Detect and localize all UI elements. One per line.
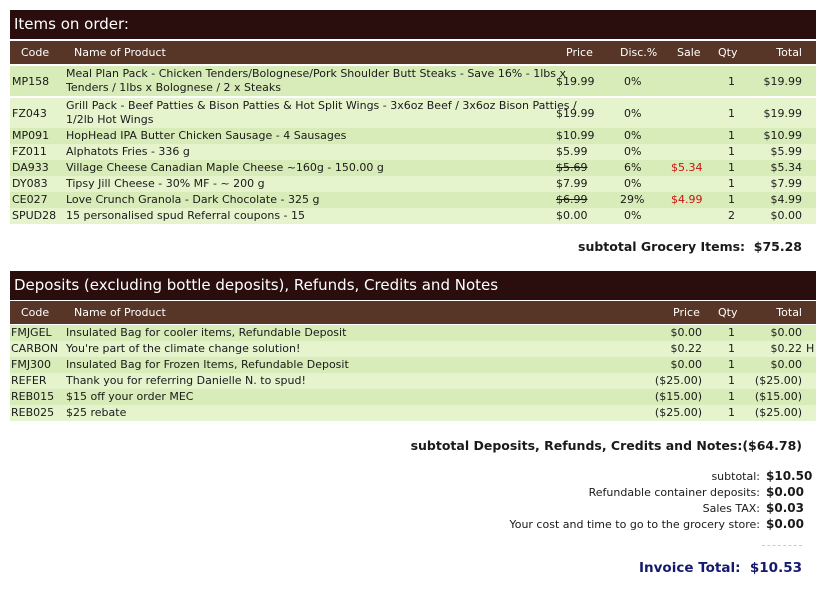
summary-sales-tax: Sales TAX: $0.03 xyxy=(702,501,804,515)
header-qty: Qty xyxy=(718,46,738,59)
item-total: $19.99 xyxy=(763,75,802,88)
item-qty: 1 xyxy=(728,129,735,142)
item-name: HopHead IPA Butter Chicken Sausage - 4 Sausages xyxy=(66,129,347,142)
deposit-qty: 1 xyxy=(728,358,735,371)
item-qty: 1 xyxy=(728,193,735,206)
header-name: Name of Product xyxy=(74,306,166,319)
header-total: Total xyxy=(776,46,802,59)
summary-container-deposits: Refundable container deposits: $0.00 xyxy=(588,485,804,499)
item-code: CE027 xyxy=(12,193,48,206)
table-row xyxy=(10,128,816,144)
deposit-price: ($15.00) xyxy=(654,390,702,403)
item-code: DA933 xyxy=(12,161,49,174)
item-disc: 0% xyxy=(624,75,642,88)
item-disc: 0% xyxy=(624,129,642,142)
summary-grocery-trip-cost: Your cost and time to go to the grocery store: $0.00 xyxy=(509,517,804,531)
deposit-code: REB025 xyxy=(11,406,55,419)
item-code: DY083 xyxy=(12,177,48,190)
table-row xyxy=(10,192,816,208)
deposit-code: REB015 xyxy=(11,390,55,403)
item-name: 15 personalised spud Referral coupons - 15 xyxy=(66,209,306,222)
table-row xyxy=(10,98,816,128)
deposits-table-header xyxy=(10,301,816,324)
item-price: $19.99 xyxy=(556,75,595,88)
item-total: $10.99 xyxy=(763,129,802,142)
deposit-total: $0.00 xyxy=(770,326,802,339)
item-price-original: $5.69 xyxy=(556,161,588,174)
item-name: Meal Plan Pack - Chicken Tenders/Bolognese/Pork Shoulder Butt Steaks - Save 16% - 1lbs x Tenders / 1lbs x Bolognese / 2 x Steaks xyxy=(66,67,567,94)
item-disc: 0% xyxy=(624,145,642,158)
item-price-original: $6.99 xyxy=(556,193,588,206)
item-name: Love Crunch Granola - Dark Chocolate - 325 g xyxy=(66,193,320,206)
deposit-code: FMJ300 xyxy=(11,358,52,371)
item-code: SPUD28 xyxy=(12,209,57,222)
item-name: Grill Pack - Beef Patties & Bison Patties & Hot Split Wings - 3x6oz Beef / 3x6oz Bison Patties / 1/2lb Hot Wings xyxy=(66,99,577,126)
table-row xyxy=(10,405,816,421)
items-table-header xyxy=(10,41,816,64)
item-code: FZ011 xyxy=(12,145,47,158)
item-total: $5.99 xyxy=(770,145,802,158)
deposit-qty: 1 xyxy=(728,374,735,387)
items-on-order-title: Items on order: xyxy=(10,10,816,39)
deposit-code: FMJGEL xyxy=(11,326,52,339)
deposit-name: Thank you for referring Danielle N. to spud! xyxy=(66,374,306,387)
header-disc: Disc.% xyxy=(620,46,658,59)
deposits-table-body xyxy=(10,325,816,421)
deposit-name: Insulated Bag for Frozen Items, Refundable Deposit xyxy=(66,358,349,371)
item-name: Tipsy Jill Cheese - 30% MF - ~ 200 g xyxy=(66,177,265,190)
divider xyxy=(762,545,802,546)
deposit-total: ($15.00) xyxy=(754,390,802,403)
table-row xyxy=(10,144,816,160)
item-total: $0.00 xyxy=(770,209,802,222)
header-sale: Sale xyxy=(677,46,701,59)
items-table-body xyxy=(10,66,816,224)
item-total: $7.99 xyxy=(770,177,802,190)
table-row xyxy=(10,357,816,373)
item-name: Alphatots Fries - 336 g xyxy=(66,145,190,158)
table-row xyxy=(10,373,816,389)
deposit-total: ($25.00) xyxy=(754,374,802,387)
item-code: MP158 xyxy=(12,75,50,88)
deposit-price: $0.22 xyxy=(670,342,702,355)
item-qty: 1 xyxy=(728,161,735,174)
item-total: $5.34 xyxy=(770,161,802,174)
deposit-name: You're part of the climate change solution! xyxy=(66,342,301,355)
deposit-qty: 1 xyxy=(728,342,735,355)
deposit-price: ($25.00) xyxy=(654,374,702,387)
item-qty: 1 xyxy=(728,75,735,88)
item-sale-price: $5.34 xyxy=(671,161,703,174)
deposit-name: $15 off your order MEC xyxy=(66,390,194,403)
item-total: $4.99 xyxy=(770,193,802,206)
header-code: Code xyxy=(21,306,50,319)
item-price: $0.00 xyxy=(556,209,588,222)
deposits-subtotal-value: ($64.78) xyxy=(742,438,802,453)
item-disc: 0% xyxy=(624,107,642,120)
deposit-flag: H xyxy=(806,342,815,355)
item-disc: 29% xyxy=(620,193,645,206)
item-price: $7.99 xyxy=(556,177,588,190)
header-price: Price xyxy=(566,46,593,59)
table-row xyxy=(10,341,816,357)
item-disc: 0% xyxy=(624,177,642,190)
table-row xyxy=(10,325,816,341)
item-qty: 1 xyxy=(728,145,735,158)
item-code: MP091 xyxy=(12,129,50,142)
deposit-price: $0.00 xyxy=(670,358,702,371)
header-price: Price xyxy=(673,306,700,319)
item-total: $19.99 xyxy=(763,107,802,120)
deposit-price: $0.00 xyxy=(670,326,702,339)
header-code: Code xyxy=(21,46,50,59)
deposit-code: CARBON xyxy=(11,342,59,355)
table-row xyxy=(10,176,816,192)
summary-subtotal: subtotal: $10.50 xyxy=(711,469,813,483)
deposit-price: ($25.00) xyxy=(654,406,702,419)
header-qty: Qty xyxy=(718,306,738,319)
item-qty: 1 xyxy=(728,107,735,120)
item-price: $10.99 xyxy=(556,129,595,142)
invoice-total-value: $10.53 xyxy=(749,560,802,576)
item-sale-price: $4.99 xyxy=(671,193,703,206)
deposit-qty: 1 xyxy=(728,390,735,403)
grocery-subtotal-value: $75.28 xyxy=(753,239,802,254)
deposit-qty: 1 xyxy=(728,406,735,419)
deposit-name: $25 rebate xyxy=(66,406,127,419)
deposit-qty: 1 xyxy=(728,326,735,339)
item-code: FZ043 xyxy=(12,107,47,120)
table-row xyxy=(10,208,816,224)
deposit-code: REFER xyxy=(11,374,47,387)
header-name: Name of Product xyxy=(74,46,166,59)
deposit-total: $0.22 xyxy=(770,342,802,355)
header-total: Total xyxy=(776,306,802,319)
item-price: $19.99 xyxy=(556,107,595,120)
invoice-total: Invoice Total: $10.53 xyxy=(639,560,802,576)
deposits-title: Deposits (excluding bottle deposits), Refunds, Credits and Notes xyxy=(10,271,816,300)
item-price: $5.99 xyxy=(556,145,588,158)
item-qty: 2 xyxy=(728,209,735,222)
item-qty: 1 xyxy=(728,177,735,190)
deposit-name: Insulated Bag for cooler items, Refundable Deposit xyxy=(66,326,347,339)
table-row xyxy=(10,160,816,176)
table-row xyxy=(10,389,816,405)
deposits-subtotal: subtotal Deposits, Refunds, Credits and Notes:($64.78) xyxy=(410,438,802,453)
grocery-subtotal: subtotal Grocery Items: $75.28 xyxy=(578,239,802,254)
item-name: Village Cheese Canadian Maple Cheese ~160g - 150.00 g xyxy=(66,161,384,174)
item-disc: 6% xyxy=(624,161,642,174)
deposit-total: ($25.00) xyxy=(754,406,802,419)
table-row xyxy=(10,66,816,96)
item-disc: 0% xyxy=(624,209,642,222)
deposit-total: $0.00 xyxy=(770,358,802,371)
